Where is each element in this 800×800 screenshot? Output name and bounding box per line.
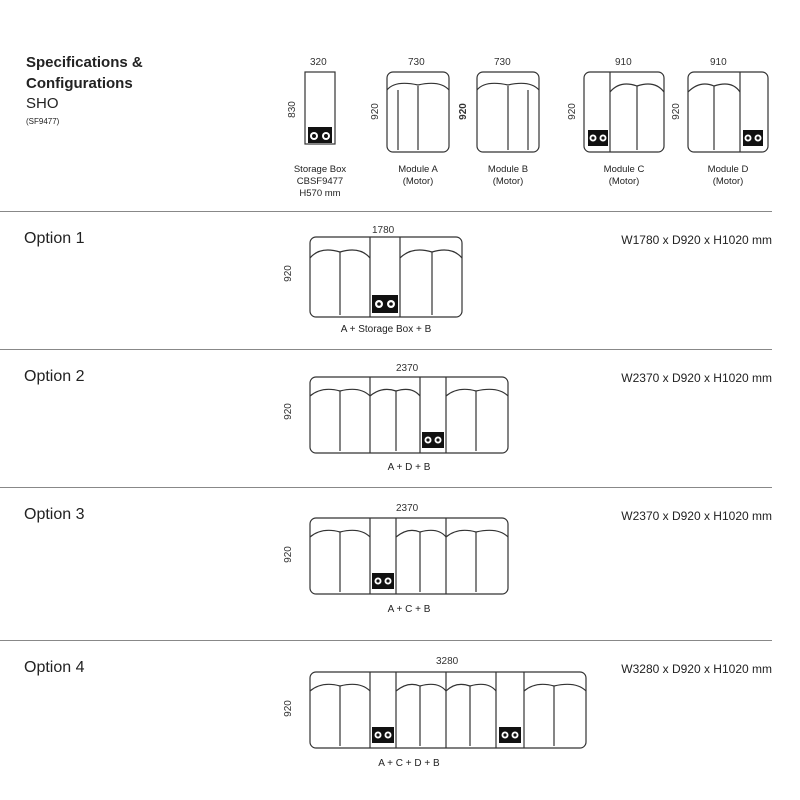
- option-2-drawing: [310, 377, 508, 453]
- option-4-size: W3280 x D920 x H1020 mm: [621, 662, 772, 676]
- module-b-line-2: (Motor): [492, 176, 524, 187]
- storage-box-drawing: [305, 72, 335, 144]
- option-2-depth: 920: [282, 403, 294, 420]
- option-4-label: Option 4: [24, 659, 85, 676]
- divider: [0, 487, 772, 488]
- module-b-label: [468, 164, 548, 188]
- module-a-line-1: Module A: [398, 164, 438, 175]
- title-line-1: Specifications &: [26, 54, 143, 71]
- storage-line-2: CBSF9477: [296, 176, 344, 187]
- storage-line-1: Storage Box: [293, 164, 347, 175]
- title-line-2: Configurations: [26, 75, 133, 92]
- option-2-width: 2370: [396, 363, 419, 374]
- option-1-width: 1780: [372, 225, 395, 236]
- option-1-label: Option 1: [24, 230, 85, 247]
- module-d-line-1: Module D: [707, 164, 749, 175]
- option-2-combo: A + D + B: [387, 462, 431, 473]
- option-3-combo: A + C + B: [387, 604, 431, 615]
- option-3-label: Option 3: [24, 506, 85, 523]
- module-b-drawing: [477, 72, 539, 152]
- module-a-line-2: (Motor): [402, 176, 434, 187]
- module-d-depth: 920: [670, 103, 682, 120]
- divider: [0, 349, 772, 350]
- option-1-drawing: [310, 237, 462, 317]
- module-a-label: [378, 164, 458, 188]
- storage-line-3: H570 mm: [299, 188, 341, 199]
- module-c-drawing: [584, 72, 664, 152]
- module-c-line-1: Module C: [603, 164, 645, 175]
- option-4-combo: A + C + D + B: [378, 758, 440, 769]
- module-b-width: 730: [494, 57, 511, 68]
- option-2-label: Option 2: [24, 368, 85, 385]
- storage-depth: 830: [286, 101, 298, 118]
- module-c-label: [584, 164, 664, 188]
- option-4-depth: 920: [282, 700, 294, 717]
- storage-box-label: [280, 164, 360, 200]
- option-3-width: 2370: [396, 503, 419, 514]
- module-d-drawing: [688, 72, 768, 152]
- module-d-label: [688, 164, 768, 188]
- module-c-depth: 920: [566, 103, 578, 120]
- option-2-size: W2370 x D920 x H1020 mm: [621, 371, 772, 385]
- product-name: SHO: [26, 95, 59, 112]
- option-3-depth: 920: [282, 546, 294, 563]
- option-1-combo: A + Storage Box + B: [340, 324, 432, 335]
- divider: [0, 640, 772, 641]
- option-3-drawing: [310, 518, 508, 594]
- module-d-width: 910: [710, 57, 727, 68]
- module-b-line-1: Module B: [487, 164, 529, 175]
- product-code: (SF9477): [26, 117, 60, 126]
- divider: [0, 211, 772, 212]
- option-4-drawing: [310, 672, 586, 748]
- option-1-size: W1780 x D920 x H1020 mm: [621, 233, 772, 247]
- option-4-width: 3280: [436, 656, 459, 667]
- module-b-depth: 920: [457, 103, 469, 120]
- module-a-drawing: [387, 72, 449, 152]
- module-a-depth: 920: [369, 103, 381, 120]
- option-3-size: W2370 x D920 x H1020 mm: [621, 509, 772, 523]
- option-1-depth: 920: [282, 265, 294, 282]
- storage-width: 320: [310, 57, 327, 68]
- module-c-width: 910: [615, 57, 632, 68]
- module-d-line-2: (Motor): [712, 176, 744, 187]
- module-a-width: 730: [408, 57, 425, 68]
- module-c-line-2: (Motor): [608, 176, 640, 187]
